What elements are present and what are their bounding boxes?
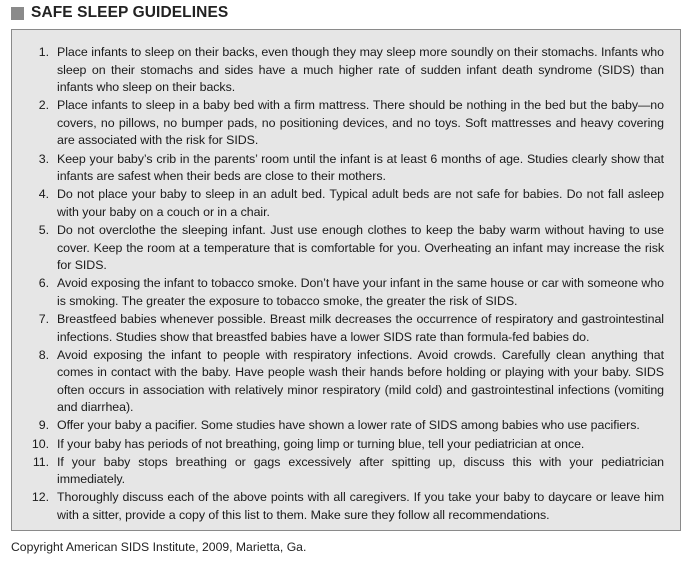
list-item — [12, 311, 680, 346]
section-header — [11, 4, 228, 22]
list-item — [12, 151, 680, 186]
item-number: 7. — [38, 311, 49, 326]
item-number: 11. — [32, 454, 49, 469]
item-text: Breastfeed babies whenever possible. Breast milk decreases the occurrence of respiratory and gastrointestinal infections. Studies show that breastfed babies have a lower SIDS rate than formula-fed babies do. — [57, 311, 664, 344]
item-number: 2. — [38, 98, 49, 113]
item-text: Place infants to sleep on their backs, even though they may sleep more soundly on their stomachs. Infants who sleep on their stomachs and sides have a much higher rate of sudden infant death syndrome (SIDS) than infants who sleep on their backs. — [57, 45, 664, 95]
list-item — [12, 275, 680, 310]
item-number: 1. — [38, 45, 49, 59]
item-text: Offer your baby a pacifier. Some studies have shown a lower rate of SIDS among babies who use pacifiers. — [57, 418, 640, 433]
list-item — [12, 222, 680, 275]
item-number: 6. — [38, 276, 49, 291]
item-number: 9. — [38, 418, 49, 433]
guidelines-list — [12, 44, 680, 525]
guidelines-box — [11, 29, 681, 531]
list-item — [12, 347, 680, 417]
item-number: 4. — [38, 187, 49, 202]
item-text: Place infants to sleep in a baby bed with a firm mattress. There should be nothing in the bed but the baby—no covers, no pillows, no bumper pads, no positioning devices, and no toys. Soft mattresses and heavy covering are associated with the risk for SIDS. — [57, 98, 664, 148]
item-number: 3. — [38, 151, 49, 166]
item-text: Do not place your baby to sleep in an adult bed. Typical adult beds are not safe for babies. Do not fall asleep with your baby on a couch or in a chair. — [57, 187, 664, 219]
item-text: Avoid exposing the infant to people with respiratory infections. Avoid crowds. Carefully clean anything that comes in contact with the baby. Have people wash their hands before holding or playing with your baby. SIDS often occurs in association with relatively minor respiratory (mild cold) and gastrointestinal infections (vomiting and diarrhea). — [57, 347, 664, 415]
item-number: 5. — [38, 222, 49, 237]
copyright-text: Copyright American SIDS Institute, 2009, Marietta, Ga. — [11, 540, 307, 554]
item-number: 12. — [31, 490, 49, 505]
item-text: Do not overclothe the sleeping infant. Just use enough clothes to keep the baby warm without having to use cover. Keep the room at a temperature that is comfortable for you. Overheating an infant may increase the risk for SIDS. — [57, 222, 664, 273]
list-item — [12, 186, 680, 221]
item-text: If your baby stops breathing or gags excessively after spitting up, discuss this with your pediatrician immediately. — [57, 454, 664, 487]
item-text: Avoid exposing the infant to tobacco smoke. Don’t have your infant in the same house or car with someone who is smoking. The greater the exposure to tobacco smoke, the greater the risk of SIDS. — [57, 276, 664, 308]
list-item — [12, 417, 680, 435]
list-item — [12, 97, 680, 150]
header-square-icon — [11, 7, 24, 20]
item-text: If your baby has periods of not breathing, going limp or turning blue, tell your pediatrician at once. — [57, 436, 585, 451]
page-title: SAFE SLEEP GUIDELINES — [31, 4, 229, 21]
list-item — [12, 436, 680, 454]
list-item — [12, 454, 680, 489]
list-item — [12, 489, 680, 524]
item-number: 10. — [31, 436, 49, 451]
item-number: 8. — [38, 347, 49, 362]
item-text: Thoroughly discuss each of the above points with all caregivers. If you take your baby to daycare or leave him with a sitter, provide a copy of this list to them. Make sure they follow all recommendations. — [57, 490, 664, 522]
list-item — [12, 44, 680, 97]
item-text: Keep your baby’s crib in the parents’ room until the infant is at least 6 months of age. Studies clearly show that infants are safest when their beds are close to their mothers. — [57, 151, 664, 184]
